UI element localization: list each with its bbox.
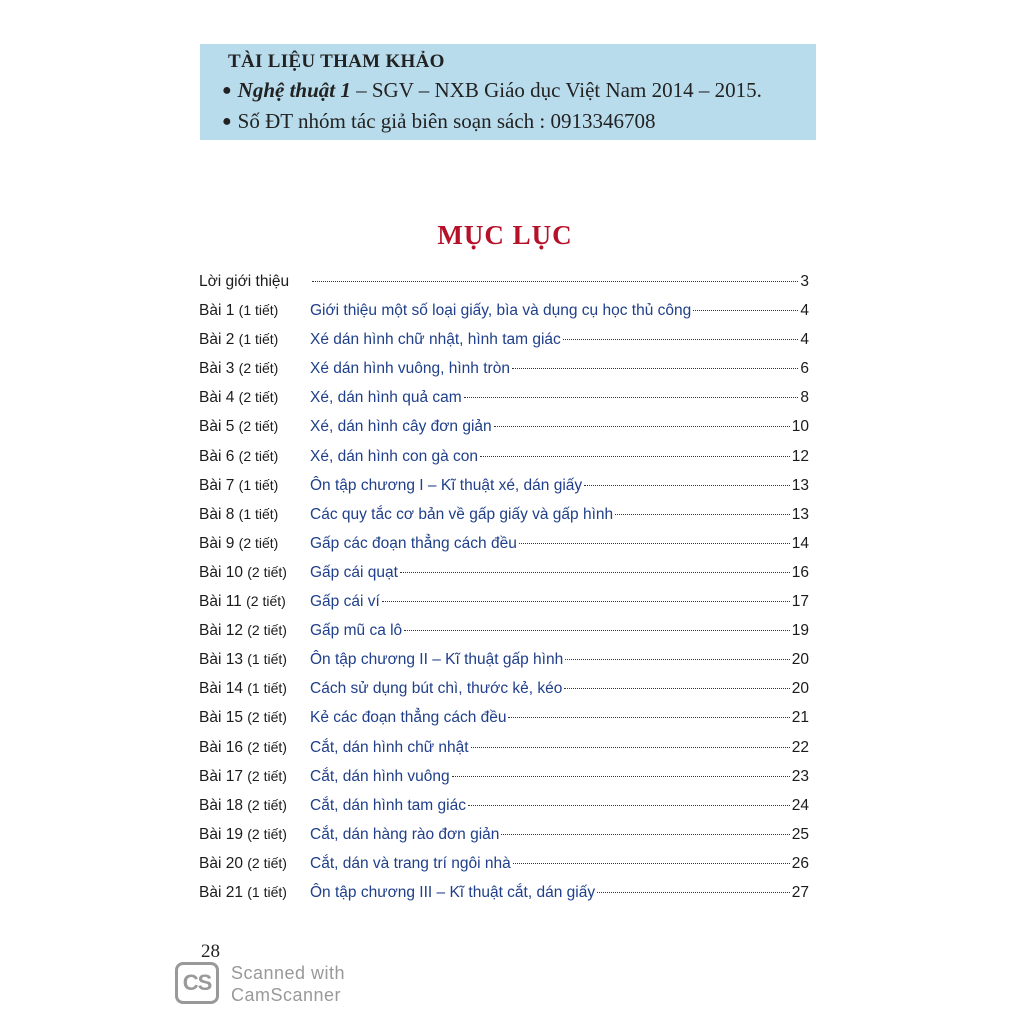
toc-lesson-duration: (2 tiết) [247, 709, 287, 726]
toc-page-number: 22 [791, 738, 809, 756]
dot-leader [312, 281, 798, 282]
toc-lesson-duration: (2 tiết) [238, 360, 279, 377]
dot-leader [494, 426, 790, 427]
toc-lesson [199, 558, 287, 587]
toc-row [199, 471, 809, 500]
toc-lesson-duration: (1 tiết) [238, 302, 279, 319]
toc-lesson-title: Các quy tắc cơ bản về gấp giấy và gấp hình [310, 505, 614, 523]
camscanner-watermark [231, 962, 345, 1006]
toc-page-number: 20 [791, 680, 809, 698]
dot-leader [584, 485, 790, 486]
toc-page-number: 8 [800, 389, 809, 407]
toc-lesson-number: Bài 10 [199, 563, 243, 581]
toc-lesson-title: Xé, dán hình cây đơn giản [310, 418, 492, 436]
toc-lesson-number: Bài 5 [199, 418, 235, 436]
dot-leader [480, 456, 790, 457]
toc-lesson [199, 529, 278, 558]
toc-lesson [199, 412, 278, 441]
toc-lesson-title: Ôn tập chương III – Kĩ thuật cắt, dán giấy [310, 883, 596, 901]
toc-row [199, 383, 809, 412]
toc-row [199, 558, 809, 587]
toc-row [199, 791, 809, 820]
bullet-icon: ● [222, 113, 232, 130]
toc-lesson-duration: (2 tiết) [238, 534, 279, 551]
reference-item [222, 107, 816, 138]
reference-item [222, 76, 816, 107]
toc-lesson [199, 878, 287, 907]
toc-lesson-duration: (1 tiết) [247, 651, 287, 668]
toc-lesson-duration: (2 tiết) [247, 825, 287, 842]
dot-leader [508, 717, 789, 718]
toc-lesson-number: Bài 16 [199, 738, 243, 756]
toc-lesson-number: Bài 17 [199, 767, 243, 785]
toc-page-number: 26 [791, 854, 809, 872]
toc-lesson-duration: (2 tiết) [247, 854, 287, 871]
toc-page-number: 27 [791, 883, 809, 901]
toc-lesson-duration: (2 tiết) [247, 796, 287, 813]
toc-lesson-number: Bài 7 [199, 476, 235, 494]
toc-page-number: 13 [791, 505, 809, 523]
dot-leader [382, 601, 790, 602]
toc-page-number: 16 [791, 563, 809, 581]
toc-row [199, 412, 809, 441]
toc-lesson [199, 325, 278, 354]
camscanner-logo-icon: CS [175, 962, 219, 1004]
toc-lesson-number: Bài 18 [199, 796, 243, 814]
toc-lesson-duration: (2 tiết) [247, 767, 287, 784]
toc-title: MỤC LỤC [437, 220, 573, 250]
toc-page-number: 6 [800, 360, 809, 378]
toc-lesson-title: Cắt, dán hình chữ nhật [310, 738, 469, 756]
dot-leader [468, 805, 790, 806]
toc-lesson-duration: (2 tiết) [238, 389, 279, 406]
toc-lesson-title: Xé, dán hình quả cam [310, 389, 462, 407]
reference-box [200, 44, 816, 140]
toc-lesson-duration: (1 tiết) [238, 476, 279, 493]
toc-row [199, 500, 809, 529]
toc-lesson-title: Cách sử dụng bút chì, thước kẻ, kéo [310, 680, 563, 698]
toc-row [199, 762, 809, 791]
toc-page-number: 21 [791, 709, 809, 727]
toc-lesson-duration: (2 tiết) [247, 738, 287, 755]
toc-intro-label: Lời giới thiệu [199, 273, 290, 290]
toc-lesson [199, 354, 278, 383]
toc-row [199, 354, 809, 383]
bullet-icon: ● [222, 82, 232, 99]
dot-leader [693, 310, 798, 311]
toc-lesson-duration: (2 tiết) [247, 563, 287, 580]
toc-lesson-title: Gấp các đoạn thẳng cách đều [310, 534, 517, 552]
toc-lesson [199, 471, 278, 500]
toc-lesson-number: Bài 8 [199, 505, 235, 523]
reference-emph: Nghệ thuật 1 [237, 78, 351, 102]
toc-lesson [199, 616, 287, 645]
toc-page-number: 19 [791, 622, 809, 640]
toc-row [199, 820, 809, 849]
dot-leader [404, 630, 790, 631]
toc-page-number: 23 [791, 767, 809, 785]
toc-lesson [199, 500, 278, 529]
dot-leader [563, 339, 799, 340]
toc-lesson [199, 674, 287, 703]
toc-page-number: 4 [800, 331, 809, 349]
toc-page-number: 12 [791, 447, 809, 465]
reference-text: Số ĐT nhóm tác giả biên soạn sách : 0913346708 [237, 109, 656, 133]
toc-lesson-title: Gấp cái quạt [310, 563, 398, 581]
toc-lesson [199, 820, 287, 849]
toc-lesson [199, 296, 278, 325]
dot-leader [519, 543, 790, 544]
dot-leader [597, 892, 790, 893]
toc-page-number: 10 [791, 418, 809, 436]
toc-lesson-title: Cắt, dán hình vuông [310, 767, 450, 785]
toc-lesson-title: Xé dán hình chữ nhật, hình tam giác [310, 331, 561, 349]
toc-page-number: 24 [791, 796, 809, 814]
toc-lesson [199, 645, 287, 674]
dot-leader [565, 659, 790, 660]
toc-lesson-title: Giới thiệu một số loại giấy, bìa và dụng cụ học thủ công [310, 302, 692, 320]
toc-lesson [199, 703, 287, 732]
toc-row [199, 442, 809, 471]
toc-lesson-duration: (1 tiết) [238, 505, 279, 522]
toc-lesson-number: Bài 3 [199, 360, 235, 378]
toc-lesson-duration: (2 tiết) [247, 622, 287, 639]
toc-lesson-number: Bài 9 [199, 534, 235, 552]
toc-lesson [199, 587, 286, 616]
toc-row [199, 674, 809, 703]
toc-lesson-title: Cắt, dán và trang trí ngôi nhà [310, 854, 511, 872]
dot-leader [501, 834, 789, 835]
toc-lesson [199, 442, 278, 471]
toc-row [199, 587, 809, 616]
toc-row [199, 703, 809, 732]
dot-leader [513, 863, 790, 864]
watermark-line-2: CamScanner [231, 985, 342, 1005]
toc-row [199, 849, 809, 878]
toc-page-number: 4 [800, 302, 809, 320]
toc-lesson-duration: (2 tiết) [238, 447, 279, 464]
toc-row [199, 296, 809, 325]
toc-row [199, 325, 809, 354]
toc-lesson-title: Ôn tập chương I – Kĩ thuật xé, dán giấy [310, 476, 583, 494]
toc-lesson-title: Xé, dán hình con gà con [310, 447, 479, 465]
toc-page-number: 17 [791, 593, 809, 611]
toc-row [199, 733, 809, 762]
reference-text: – SGV – NXB Giáo dục Việt Nam 2014 – 2015. [350, 78, 762, 102]
toc-lesson-number: Bài 19 [199, 825, 243, 843]
toc-lesson-duration: (2 tiết) [238, 418, 279, 435]
toc-lesson [199, 762, 287, 791]
toc-lesson-number: Bài 13 [199, 651, 243, 669]
toc-row [199, 529, 809, 558]
toc-lesson-number: Bài 21 [199, 883, 243, 901]
toc-intro-row [199, 267, 809, 296]
dot-leader [400, 572, 790, 573]
toc-lesson-title: Ôn tập chương II – Kĩ thuật gấp hình [310, 651, 564, 669]
dot-leader [564, 688, 789, 689]
dot-leader [452, 776, 790, 777]
toc-page-number: 3 [800, 273, 809, 290]
dot-leader [615, 514, 790, 515]
table-of-contents [199, 267, 809, 907]
toc-lesson-duration: (1 tiết) [247, 883, 287, 900]
toc-lesson-duration: (1 tiết) [247, 680, 287, 697]
toc-lesson-number: Bài 15 [199, 709, 243, 727]
toc-lesson [199, 791, 287, 820]
toc-row [199, 878, 809, 907]
toc-page-number: 25 [791, 825, 809, 843]
reference-title: TÀI LIỆU THAM KHẢO [228, 51, 445, 72]
toc-lesson-number: Bài 11 [199, 593, 242, 611]
dot-leader [512, 368, 798, 369]
toc-lesson-number: Bài 2 [199, 331, 235, 349]
toc-row [199, 616, 809, 645]
toc-lesson [199, 383, 278, 412]
dot-leader [471, 747, 790, 748]
toc-page-number: 14 [791, 534, 809, 552]
watermark-line-1: Scanned with [231, 963, 346, 983]
dot-leader [464, 397, 799, 398]
toc-lesson-duration: (1 tiết) [238, 331, 279, 348]
toc-lesson-title: Gấp mũ ca lô [310, 622, 403, 640]
page-number: 28 [201, 941, 220, 962]
toc-lesson-title: Cắt, dán hình tam giác [310, 796, 466, 814]
toc-row [199, 645, 809, 674]
toc-lesson-title: Xé dán hình vuông, hình tròn [310, 360, 510, 378]
toc-lesson-title: Gấp cái ví [310, 593, 380, 611]
toc-lesson-number: Bài 4 [199, 389, 235, 407]
toc-lesson-number: Bài 20 [199, 854, 243, 872]
toc-lesson-number: Bài 1 [199, 302, 235, 320]
toc-lesson-duration: (2 tiết) [246, 593, 286, 610]
toc-lesson-title: Cắt, dán hàng rào đơn giản [310, 825, 500, 843]
toc-lesson-title: Kẻ các đoạn thẳng cách đều [310, 709, 507, 727]
toc-lesson [199, 849, 287, 878]
toc-lesson [199, 733, 287, 762]
toc-lesson-number: Bài 14 [199, 680, 243, 698]
toc-lesson-number: Bài 6 [199, 447, 235, 465]
toc-lesson-number: Bài 12 [199, 622, 243, 640]
toc-page-number: 13 [791, 476, 809, 494]
toc-page-number: 20 [791, 651, 809, 669]
